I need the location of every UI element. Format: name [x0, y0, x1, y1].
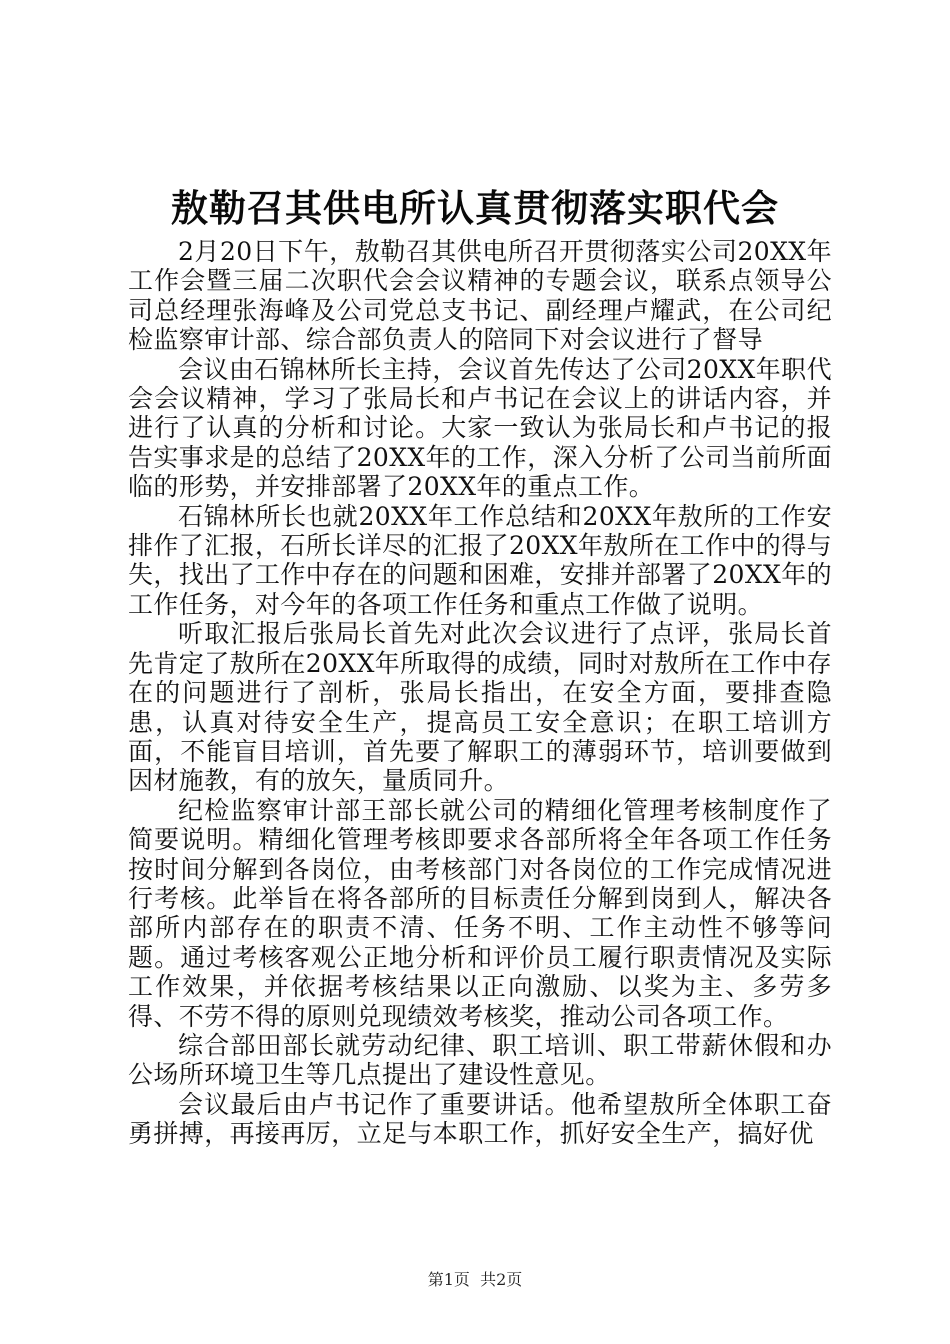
page-footer [0, 1269, 950, 1291]
paragraph-2: 会议由石锦林所长主持，会议首先传达了公司20XX年职代会会议精神，学习了张局长和卢书记在会议上的讲话内容，并进行了认真的分析和讨论。大家一致认为张局长和卢书记的报告实事求是的总结了20XX年的工作，深入分析了公司当前所面临的形势，并安排部署了20XX年的重点工作。 [128, 354, 833, 502]
document-title: 敖勒召其供电所认真贯彻落实职代会 [171, 186, 779, 230]
paragraph-4: 听取汇报后张局长首先对此次会议进行了点评，张局长首先肯定了敖所在20XX年所取得的成绩，同时对敖所在工作中存在的问题进行了剖析，张局长指出，在安全方面，要排查隐患，认真对待安全生产，提高员工安全意识；在职工培训方面，不能盲目培训，首先要了解职工的薄弱环节，培训要做到因材施教，有的放矢，量质同升。 [128, 619, 833, 796]
document-body [128, 237, 832, 1149]
page-number-label: 第1页 共2页 [427, 1270, 523, 1289]
paragraph-7: 会议最后由卢书记作了重要讲话。他希望敖所全体职工奋勇拼搏，再接再厉，立足与本职工作，抓好安全生产，搞好优 [128, 1089, 832, 1149]
paragraph-1: 2月20日下午，敖勒召其供电所召开贯彻落实公司20XX年工作会暨三届二次职代会会议精神的专题会议，联系点领导公司总经理张海峰及公司党总支书记、副经理卢耀武，在公司纪检监察审计部、综合部负责人的陪同下对会议进行了督导 [128, 237, 832, 355]
paragraph-6: 综合部田部长就劳动纪律、职工培训、职工带薪休假和办公场所环境卫生等几点提出了建设性意见。 [128, 1030, 832, 1090]
paragraph-5: 纪检监察审计部王部长就公司的精细化管理考核制度作了简要说明。精细化管理考核即要求各部所将全年各项工作任务按时间分解到各岗位，由考核部门对各岗位的工作完成情况进行考核。此举旨在将各部所的目标责任分解到岗到人，解决各部所内部存在的职责不清、任务不明、工作主动性不够等问题。通过考核客观公正地分析和评价员工履行职责情况及实际工作效果，并依据考核结果以正向激励、以奖为主、多劳多得、不劳不得的原则兑现绩效考核奖，推动公司各项工作。 [128, 795, 832, 1031]
paragraph-3: 石锦林所长也就20XX年工作总结和20XX年敖所的工作安排作了汇报，石所长详尽的汇报了20XX年敖所在工作中的得与失，找出了工作中存在的问题和困难，安排并部署了20XX年的工作任务，对今年的各项工作任务和重点工作做了说明。 [128, 501, 833, 619]
